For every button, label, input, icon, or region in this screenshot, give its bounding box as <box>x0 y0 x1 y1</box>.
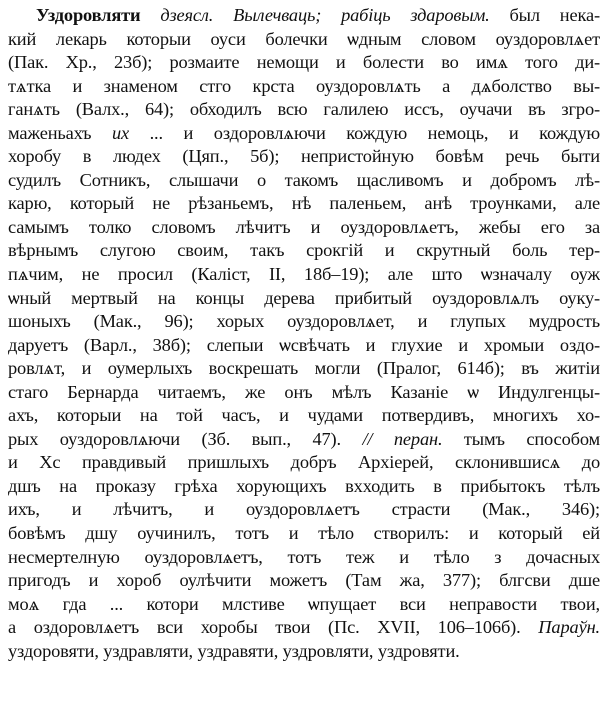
entry-line <box>8 404 600 428</box>
entry-text: хоробу в людех (Цяп., 5б); непристойную бовѣм речь быти <box>8 146 600 167</box>
entry-text: ѡный мертвый на концы дерева прибитый оуздоровлѧлъ оуку- <box>8 287 600 308</box>
entry-text: несмертелную оуздоровлѧетъ, тотъ теж и тѣло з дочасных <box>8 546 600 567</box>
entry-line <box>8 616 600 640</box>
italic-text: Параўн. <box>538 617 600 638</box>
entry-text: даруетъ (Варл., 38б); слепыи ѡсвѣчать и глухие и хромыи оздо- <box>8 334 600 355</box>
entry-text: карю, который не рѣзаньемъ, нѣ паленьем, анѣ троунками, але <box>8 193 600 214</box>
entry-line <box>8 287 600 311</box>
entry-text: ганѧть (Валх., 64); обходилъ всю галилею иссъ, оучачи въ згро- <box>8 99 600 120</box>
entry-line <box>8 216 600 240</box>
entry-text: бовѣмъ дшу оучинилъ, тотъ и тѣло створилъ: и который ей <box>8 523 600 544</box>
entry-line <box>8 381 600 405</box>
entry-line <box>8 569 600 593</box>
entry-text: дшъ на проказу грѣха хорующихъ вхходить в прибытокъ тѣлъ <box>8 475 600 496</box>
italic-text: // перан. <box>362 428 443 449</box>
entry-text: тымъ способом <box>442 428 600 449</box>
entry-line <box>8 334 600 358</box>
entry-line <box>8 640 600 664</box>
entry-text: пѧчим, не просил (Каліст, II, 18б–19); але што ѡзначалу оуж <box>8 264 600 285</box>
entry-text: ... и оздоровлѧючи кождую немоць, и кождую <box>129 122 600 143</box>
entry-text: рых оуздоровлѧючи (Зб. вып., 47). <box>8 428 363 449</box>
entry-line <box>8 263 600 287</box>
entry-text: стаго Бернарда читаемъ, же онъ мѣлъ Казаніе ѡ Индулгенцы- <box>8 381 600 402</box>
entry-text <box>140 5 160 25</box>
entry-text: ахъ, которыи на той часъ, и чудами потвердивъ, многихъ хо- <box>8 405 600 426</box>
entry-line <box>8 51 600 75</box>
entry-line <box>8 546 600 570</box>
entry-text: самымъ толко словомъ лѣчитъ и оуздоровлѧетъ, жебы его за <box>8 216 600 237</box>
entry-text: тѧтка и знаменом стго крста оуздоровлѧть а дѧболство вы- <box>8 75 600 96</box>
entry-text: а оздоровлѧетъ вси хоробы твои (Пс. XVII, 106–106б). <box>8 617 539 638</box>
entry-line <box>8 239 600 263</box>
entry-line <box>8 451 600 475</box>
entry-text: и Хс правдивый пришлыхъ добръ Архіерей, склонившисѧ до <box>8 452 600 473</box>
entry-line <box>8 522 600 546</box>
entry-line <box>8 75 600 99</box>
entry-line <box>8 498 600 522</box>
entry-line <box>8 169 600 193</box>
entry-text: маженьахъ <box>8 122 112 143</box>
entry-line <box>8 310 600 334</box>
entry-line <box>8 4 600 28</box>
entry-text: уздоровяти, уздравляти, уздравяти, уздровляти, уздровяти. <box>8 640 460 661</box>
entry-text: ихъ, и лѣчитъ, и оуздоровлѧетъ страсти (Мак., 346); <box>8 499 600 520</box>
entry-line <box>8 122 600 146</box>
dictionary-entry <box>8 4 600 663</box>
entry-line <box>8 475 600 499</box>
entry-text: судилъ Сотникъ, слышачи о такомъ щасливомъ и добромъ лѣ- <box>8 169 600 190</box>
entry-line <box>8 428 600 452</box>
entry-line <box>8 192 600 216</box>
entry-text: (Пак. Хр., 23б); розмаите немощи и болести во имѧ того ди- <box>8 52 600 73</box>
entry-line <box>8 145 600 169</box>
entry-text: был нека- <box>489 5 600 25</box>
entry-line <box>8 28 600 52</box>
entry-text: моѧ гда ... котори млстиве ѡпущает вси неправости твои, <box>8 593 600 614</box>
entry-text: кий лекарь которыи оуси болечки ѡдным словом оуздоровлѧет <box>8 28 600 49</box>
headword: Уздоровляти <box>36 5 141 25</box>
entry-text: ровлѧт, и оумерлыхъ воскрешать могли (Пралог, 614б); въ житіи <box>8 358 600 379</box>
entry-line <box>8 357 600 381</box>
entry-text: пригодъ и хороб оулѣчити можетъ (Там жа, 377); блгсви дше <box>8 570 600 591</box>
italic-text: их <box>111 122 129 143</box>
italic-text: дзеясл. Вылечваць; рабіць здаровым. <box>160 5 490 25</box>
entry-line <box>8 593 600 617</box>
entry-text: вѣрнымъ слугою своим, такъ срокгій и скрутный боль тер- <box>8 240 600 261</box>
entry-text: шоныхъ (Мак., 96); хорых оуздоровлѧет, и глупых мудрость <box>8 311 600 332</box>
entry-line <box>8 98 600 122</box>
